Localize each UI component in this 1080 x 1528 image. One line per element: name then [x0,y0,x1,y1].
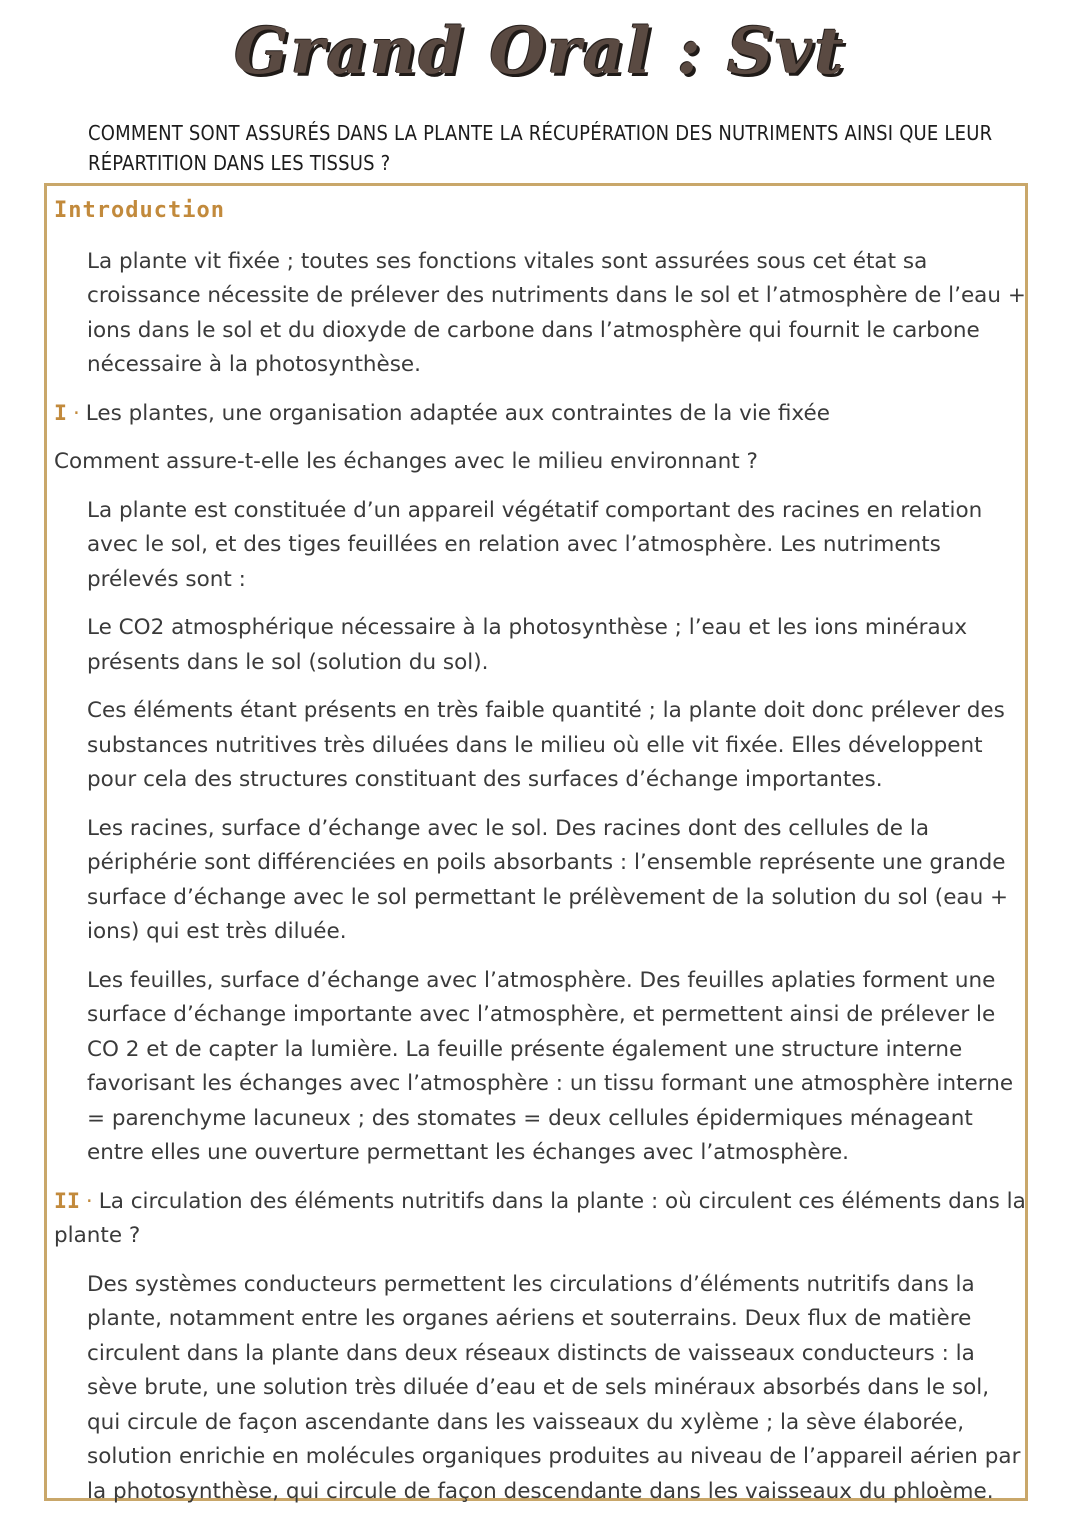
introduction-paragraph: La plante vit fixée ; toutes ses fonctions vitales sont assurées sous cet état sa croissance nécessite de prélever des nutriments dans le sol et l’atmosphère de l’eau + ions dans le sol et du dioxyde de carbone dans l’atmosphère qui fournit le carbone nécessaire à la photosynthèse. [87,248,1026,377]
section-1-paragraph: La plante est constituée d’un appareil végétatif comportant des racines en relation avec le sol, et des tiges feuillées en relation avec l’atmosphère. Les nutriments prélevés sont : [87,497,983,592]
section-2-numeral: II [54,1188,80,1214]
section-1-question: Comment assure-t-elle les échanges avec le milieu environnant ? [54,449,758,474]
section-1-heading [54,397,1026,432]
section-1-title: Les plantes, une organisation adaptée aux contraintes de la vie fixée [85,400,830,426]
section-1-paragraph: Les feuilles, surface d’échange avec l’atmosphère. Des feuilles aplaties forment une surface d’échange importante avec l’atmosphère, et permettent ainsi de prélever le CO 2 et de capter la lumière. La feuille présente également une structure interne favorisant les échanges avec l’atmosphère : un tissu formant une atmosphère interne = parenchyme lacuneux ; des stomates = deux cellules épidermiques ménageant entre elles une ouverture permettant les échanges avec l’atmosphère. [87,967,1014,1165]
section-2-dot: · [85,1188,93,1214]
section-1-paragraph: Les racines, surface d’échange avec le sol. Des racines dont des cellules de la périphérie sont différenciées en poils absorbants : l’ensemble représente une grande surface d’échange avec le sol permettant le prélèvement de la solution du sol (eau + ions) qui est très diluée. [87,815,1009,944]
document-body [54,194,1026,1523]
section-2-title: La circulation des éléments nutritifs dans la plante : où circulent ces éléments dans la plante ? [54,1188,1026,1248]
main-question: COMMENT SONT ASSURÉS DANS LA PLANTE LA RÉCUPÉRATION DES NUTRIMENTS AINSI QUE LEUR RÉPARTITION DANS LES TISSUS ? [88,121,993,175]
page-title: Grand Oral : Svt [234,14,846,89]
section-1-dot: · [72,400,80,426]
section-1-paragraph: Ces éléments étant présents en très faible quantité ; la plante doit donc prélever des substances nutritives très diluées dans le milieu où elle vit fixée. Elles développent pour cela des structures constituant des surfaces d’échange importantes. [87,698,1005,792]
introduction-heading: Introduction [54,198,225,223]
section-1-numeral: I [54,400,67,426]
section-2-heading [54,1185,1026,1254]
section-2-paragraph: Des systèmes conducteurs permettent les circulations d’éléments nutritifs dans la plante, notamment entre les organes aériens et souterrains. Deux flux de matière circulent dans la plante dans deux réseaux distincts de vaisseaux conducteurs : la sève brute, une solution très diluée d’eau et de sels minéraux absorbés dans le sol, qui circule de façon ascendante dans les vaisseaux du xylème ; la sève élaborée, solution enrichie en molécules organiques produites au niveau de l’appareil aérien par la photosynthèse, qui circule de façon descendante dans les vaisseaux du phloème. [87,1271,1021,1504]
section-1-paragraph: Le CO2 atmosphérique nécessaire à la photosynthèse ; l’eau et les ions minéraux présents dans le sol (solution du sol). [87,615,968,675]
